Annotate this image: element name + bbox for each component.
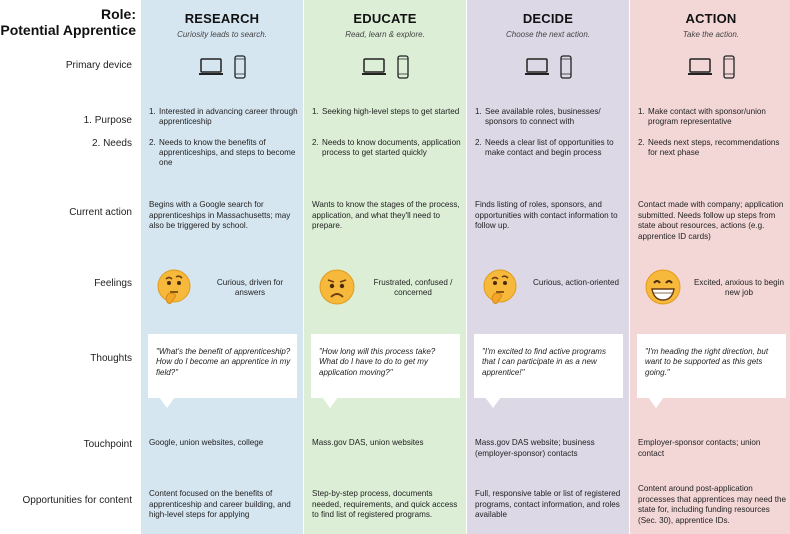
touchpoint-text: Google, union websites, college bbox=[149, 438, 264, 447]
thought-text: "I'm excited to find active programs that I can participate in as a new apprentice!" bbox=[482, 347, 606, 377]
phase-title: DECIDE bbox=[522, 11, 574, 26]
row-label-purpose: 1. Purpose bbox=[83, 115, 132, 126]
device-icons bbox=[467, 54, 629, 80]
bubble-tail bbox=[159, 397, 175, 408]
row-label-primary-device: Primary device bbox=[65, 60, 132, 71]
grinning-face-icon bbox=[644, 268, 682, 306]
needs-item bbox=[312, 138, 462, 158]
role-label: Role: bbox=[101, 6, 136, 22]
device-icons bbox=[141, 54, 303, 80]
laptop-icon bbox=[198, 57, 224, 77]
list-number: 1. bbox=[312, 107, 319, 116]
feeling-text: Frustrated, confused / concerned bbox=[373, 278, 453, 297]
phase-column-decide bbox=[467, 0, 629, 534]
list-number: 1. bbox=[638, 107, 645, 116]
current-action-text: Contact made with company; application submitted. Needs follow up steps from state about resources, actions (e.g. apprentice ID cards) bbox=[638, 200, 784, 241]
thought-text: "How long will this process take? What do I have to do to get my application moving?" bbox=[319, 347, 436, 377]
needs-text: Needs a clear list of opportunities to make contact and begin process bbox=[485, 138, 614, 157]
purpose-item bbox=[312, 107, 462, 117]
current-action-text: Finds listing of roles, sponsors, and opportunities with contact information to follow up. bbox=[475, 200, 618, 231]
list-number: 2. bbox=[475, 138, 482, 147]
opportunities-text: Full, responsive table or list of registered programs, contact information, and roles available bbox=[475, 489, 621, 520]
row-label-thoughts: Thoughts bbox=[90, 353, 132, 364]
row-label-feelings: Feelings bbox=[94, 278, 132, 289]
thought-text: "I'm heading the right direction, but want to be supported as this gets going." bbox=[645, 347, 769, 377]
thought-bubble bbox=[311, 334, 460, 398]
purpose-text: See available roles, businesses/ sponsors to connect with bbox=[485, 107, 601, 126]
list-number: 2. bbox=[312, 138, 319, 147]
needs-text: Needs to know documents, application process to get started quickly bbox=[322, 138, 461, 157]
opportunities-text: Content focused on the benefits of apprenticeship and career building, and high-level steps for applying bbox=[149, 489, 291, 520]
opportunities-text: Content around post-application processes that apprentices may need the state for, including funding resources (Sec. 30), apprentice IDs. bbox=[638, 484, 787, 525]
phase-subtitle: Choose the next action. bbox=[505, 30, 591, 39]
bubble-tail bbox=[322, 397, 338, 408]
device-icons bbox=[304, 54, 466, 80]
thought-bubble bbox=[474, 334, 623, 398]
touchpoint-text: Employer-sponsor contacts; union contact bbox=[638, 438, 761, 458]
list-number: 2. bbox=[638, 138, 645, 147]
purpose-text: Interested in advancing career through apprenticeship bbox=[159, 107, 298, 126]
phase-subtitle: Curiosity leads to search. bbox=[177, 30, 267, 39]
phone-icon bbox=[234, 55, 246, 79]
phone-icon bbox=[560, 55, 572, 79]
bubble-tail bbox=[485, 397, 501, 408]
needs-text: Needs next steps, recommendations for next phase bbox=[648, 138, 780, 157]
purpose-text: Seeking high-level steps to get started bbox=[322, 107, 460, 116]
touchpoint-text: Mass.gov DAS website; business (employer-sponsor) contacts bbox=[475, 438, 595, 458]
bubble-tail bbox=[648, 397, 664, 408]
phone-icon bbox=[397, 55, 409, 79]
laptop-icon bbox=[524, 57, 550, 77]
needs-text: Needs to know the benefits of apprenticeships, and steps to become one bbox=[159, 138, 296, 167]
thought-bubble bbox=[637, 334, 786, 398]
purpose-text: Make contact with sponsor/union program representative bbox=[648, 107, 766, 126]
needs-item bbox=[475, 138, 625, 158]
thought-text: "What's the benefit of apprenticeship? How do I become an apprentice in my field?" bbox=[156, 347, 291, 377]
role-name: Potential Apprentice bbox=[0, 22, 136, 38]
list-number: 2. bbox=[149, 138, 156, 147]
feeling-text: Curious, action-oriented bbox=[533, 278, 619, 287]
row-label-touchpoint: Touchpoint bbox=[83, 439, 132, 450]
thinking-face-icon bbox=[481, 268, 519, 306]
phase-title: RESEARCH bbox=[184, 11, 260, 26]
row-label-needs: 2. Needs bbox=[91, 138, 132, 149]
thinking-face-icon bbox=[155, 268, 193, 306]
purpose-item bbox=[638, 107, 788, 127]
touchpoint-text: Mass.gov DAS, union websites bbox=[312, 438, 424, 447]
opportunities-text: Step-by-step process, documents needed, requirements, and quick access to find list of registered programs. bbox=[312, 489, 458, 520]
purpose-item bbox=[475, 107, 625, 127]
frowning-face-icon bbox=[318, 268, 356, 306]
phase-column-educate bbox=[304, 0, 466, 534]
role-title bbox=[0, 6, 136, 38]
list-number: 1. bbox=[149, 107, 156, 116]
current-action-text: Wants to know the stages of the process, application, and what they'll need to prepare. bbox=[312, 200, 460, 231]
needs-item bbox=[638, 138, 788, 158]
phase-column-action bbox=[630, 0, 790, 534]
feeling-text: Excited, anxious to begin new job bbox=[694, 278, 784, 297]
purpose-item bbox=[149, 107, 299, 127]
phase-subtitle: Take the action. bbox=[682, 30, 740, 39]
row-label-current-action: Current action bbox=[69, 207, 132, 218]
phase-subtitle: Read, learn & explore. bbox=[345, 30, 425, 39]
current-action-text: Begins with a Google search for apprenticeships in Massachusetts; may also be triggered by school. bbox=[149, 200, 291, 231]
list-number: 1. bbox=[475, 107, 482, 116]
phase-column-research bbox=[141, 0, 303, 534]
device-icons bbox=[630, 54, 790, 80]
laptop-icon bbox=[687, 57, 713, 77]
phase-title: EDUCATE bbox=[353, 11, 417, 26]
row-label-opportunities: Opportunities for content bbox=[22, 495, 132, 506]
feeling-text: Curious, driven for answers bbox=[216, 278, 284, 297]
phone-icon bbox=[723, 55, 735, 79]
phase-title: ACTION bbox=[685, 11, 737, 26]
laptop-icon bbox=[361, 57, 387, 77]
needs-item bbox=[149, 138, 299, 168]
thought-bubble bbox=[148, 334, 297, 398]
